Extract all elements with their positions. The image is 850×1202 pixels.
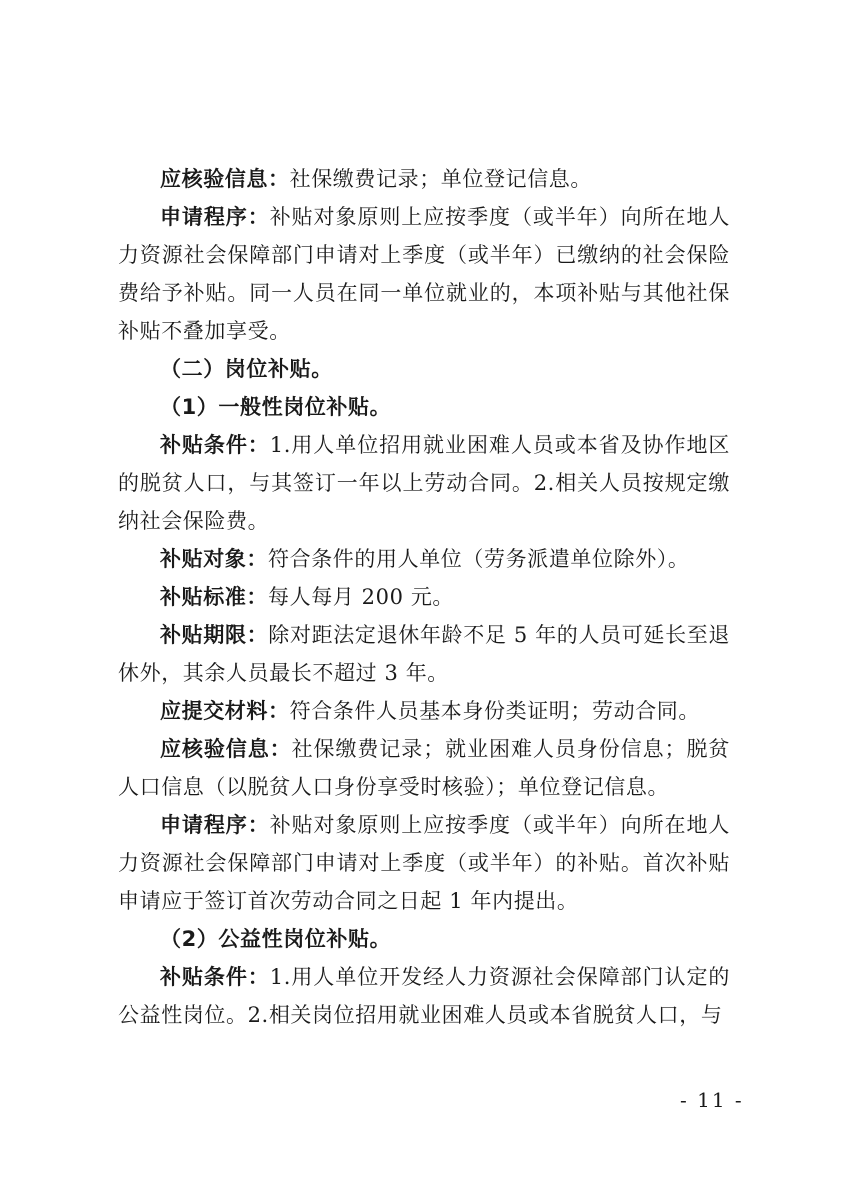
paragraph-subsidy-conditions-2 <box>118 958 730 1034</box>
section-heading-job-subsidy: （二）岗位补贴。 <box>160 357 333 381</box>
paragraph-label: 补贴条件： <box>160 965 270 989</box>
paragraph-label: 应核验信息： <box>160 167 290 191</box>
paragraph-subsidy-conditions <box>118 426 730 540</box>
paragraph-verify-info <box>118 160 730 198</box>
paragraph-label: 补贴对象： <box>160 547 268 571</box>
paragraph-label: 申请程序： <box>160 813 270 837</box>
paragraph-required-materials <box>118 692 730 730</box>
paragraph-text: 社保缴费记录；就业困难人员身份信息；脱贫人口信息（以脱贫人口身份享受时核验）；单位登记信息。 <box>118 737 730 799</box>
paragraph-text: 符合条件的用人单位（劳务派遣单位除外）。 <box>268 547 690 571</box>
subsection-heading-general-job-subsidy: （1）一般性岗位补贴。 <box>160 395 392 419</box>
page-number: - 11 - <box>680 1088 744 1112</box>
paragraph-label: 补贴标准： <box>160 585 268 609</box>
paragraph-text: 补贴对象原则上应按季度（或半年）向所在地人力资源社会保障部门申请对上季度（或半年）的补贴。首次补贴申请应于签订首次劳动合同之日起 1 年内提出。 <box>118 813 730 913</box>
paragraph-text: 符合条件人员基本身份类证明；劳动合同。 <box>289 699 701 723</box>
paragraph-label: 补贴期限： <box>160 623 269 647</box>
paragraph-text: 每人每月 200 元。 <box>268 585 455 609</box>
paragraph-application-procedure <box>118 198 730 350</box>
paragraph-application-procedure-2 <box>118 806 730 920</box>
paragraph-text: 除对距法定退休年龄不足 5 年的人员可延长至退休外，其余人员最长不超过 3 年。 <box>118 623 731 685</box>
paragraph-label: 补贴条件： <box>160 433 270 457</box>
document-body <box>118 160 730 1034</box>
paragraph-text: 1.用人单位招用就业困难人员或本省及协作地区的脱贫人口，与其签订一年以上劳动合同。2.相关人员按规定缴纳社会保险费。 <box>118 433 731 533</box>
paragraph-label: 申请程序： <box>160 205 270 229</box>
paragraph-verify-info-2 <box>118 730 730 806</box>
paragraph-subsidy-standard <box>118 578 730 616</box>
paragraph-subsidy-period <box>118 616 730 692</box>
paragraph-label: 应核验信息： <box>160 737 292 761</box>
paragraph-text: 补贴对象原则上应按季度（或半年）向所在地人力资源社会保障部门申请对上季度（或半年）已缴纳的社会保险费给予补贴。同一人员在同一单位就业的，本项补贴与其他社保补贴不叠加享受。 <box>118 205 730 343</box>
subsection-heading-public-welfare-job-subsidy: （2）公益性岗位补贴。 <box>160 927 392 951</box>
paragraph-subsidy-target <box>118 540 730 578</box>
paragraph-text: 社保缴费记录；单位登记信息。 <box>289 167 593 191</box>
paragraph-label: 应提交材料： <box>160 699 290 723</box>
paragraph-text: 1.用人单位开发经人力资源社会保障部门认定的公益性岗位。2.相关岗位招用就业困难人员或本省脱贫人口，与 <box>118 965 731 1027</box>
